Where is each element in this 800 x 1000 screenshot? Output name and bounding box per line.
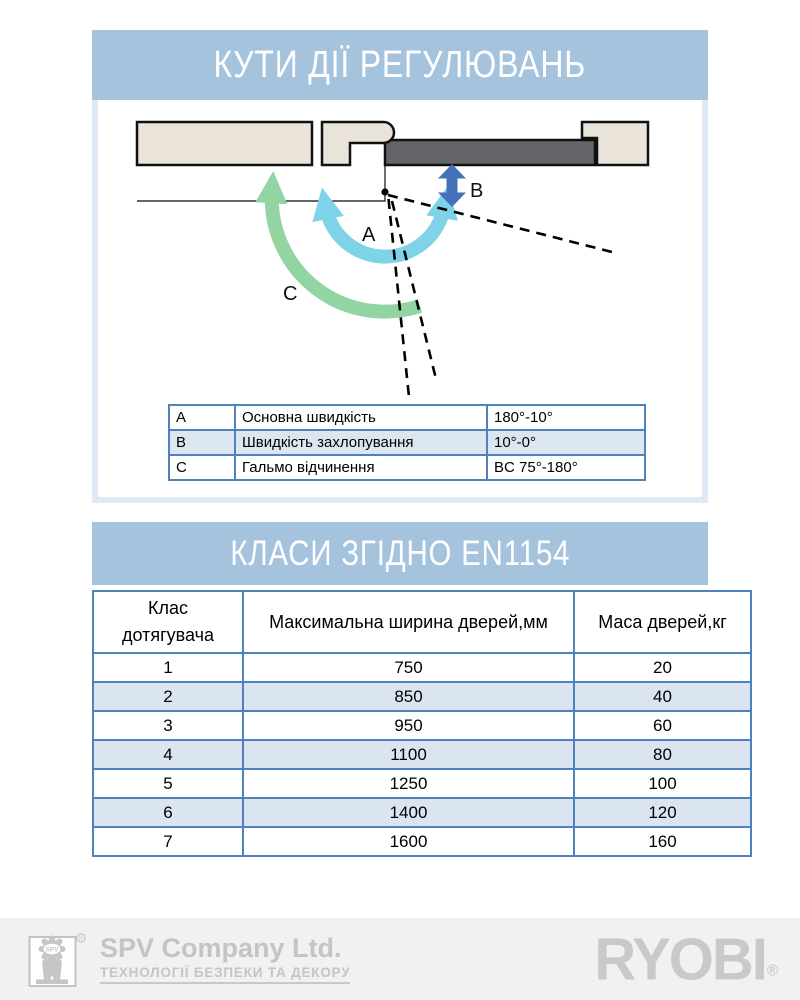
class-number: 1: [93, 653, 243, 682]
angle-name: Основна швидкість: [235, 405, 487, 430]
angles-table-row: [169, 405, 645, 430]
spv-logo: [28, 930, 350, 988]
angles-diagram-area: [92, 100, 708, 503]
door-width: 950: [243, 711, 574, 740]
door-width: 1100: [243, 740, 574, 769]
angles-table-row: [169, 455, 645, 480]
angle-value: 10°-0°: [487, 430, 645, 455]
door-mass: 80: [574, 740, 751, 769]
door-mass: 100: [574, 769, 751, 798]
ryobi-wordmark: RYOBI: [594, 926, 766, 993]
class-number: 7: [93, 827, 243, 856]
door-width: 850: [243, 682, 574, 711]
frame-left-block: [137, 122, 312, 165]
classes-header-mass: Маса дверей,кг: [574, 591, 751, 653]
ryobi-logo: [594, 925, 778, 993]
spv-company-name: SPV Company Ltd.: [100, 933, 342, 964]
footer: [0, 918, 800, 1000]
classes-table-row: [93, 769, 751, 798]
section-angles-header: [92, 30, 708, 100]
door-width: 750: [243, 653, 574, 682]
door-mass: 160: [574, 827, 751, 856]
spv-reg-mark: R: [79, 936, 83, 943]
class-number: 4: [93, 740, 243, 769]
class-number: 3: [93, 711, 243, 740]
class-number: 6: [93, 798, 243, 827]
label-a: A: [362, 224, 376, 246]
angles-table: [168, 404, 646, 481]
door-position-dashed-down1: [389, 199, 410, 397]
arc-a-main-speed: [326, 207, 444, 257]
door-leaf: [385, 140, 595, 165]
ryobi-reg-icon: ®: [766, 962, 778, 980]
wall-line: [137, 192, 385, 201]
section-classes-header: [92, 522, 708, 585]
label-b: B: [470, 180, 484, 202]
angle-value: BC 75°-180°: [487, 455, 645, 480]
section-angles-title: КУТИ ДІЇ РЕГУЛЮВАНЬ: [213, 43, 587, 86]
classes-table-row: [93, 653, 751, 682]
angle-key: A: [169, 405, 235, 430]
door-mass: 20: [574, 653, 751, 682]
classes-table-row: [93, 682, 751, 711]
spv-tagline: ТЕХНОЛОГІЇ БЕЗПЕКИ ТА ДЕКОРУ: [100, 965, 350, 984]
section-angles: [92, 30, 708, 503]
spv-emblem-icon: [28, 930, 90, 988]
classes-header-width: Максимальна ширина дверей,мм: [243, 591, 574, 653]
classes-header-class: Клас дотягувача: [93, 591, 243, 653]
angle-name: Гальмо відчинення: [235, 455, 487, 480]
angle-name: Швидкість захлопування: [235, 430, 487, 455]
door-width: 1250: [243, 769, 574, 798]
classes-table-row: [93, 740, 751, 769]
angle-value: 180°-10°: [487, 405, 645, 430]
arrow-b-latch-speed: [438, 164, 466, 207]
angles-table-row: [169, 430, 645, 455]
label-c: C: [283, 283, 298, 305]
door-width: 1600: [243, 827, 574, 856]
classes-table-row: [93, 711, 751, 740]
angle-key: C: [169, 455, 235, 480]
classes-table-header-row: [93, 591, 751, 653]
class-number: 5: [93, 769, 243, 798]
spv-text-block: [100, 934, 350, 983]
section-classes: [92, 522, 727, 857]
spv-emblem-text: SPV: [45, 946, 59, 954]
classes-table-row: [93, 827, 751, 856]
door-mass: 60: [574, 711, 751, 740]
pivot-point: [381, 188, 388, 195]
class-number: 2: [93, 682, 243, 711]
section-classes-title: КЛАСИ ЗГІДНО EN1154: [230, 533, 570, 573]
classes-table: [92, 590, 752, 857]
door-mass: 120: [574, 798, 751, 827]
door-width: 1400: [243, 798, 574, 827]
classes-table-row: [93, 798, 751, 827]
frame-middle-block: [322, 122, 394, 165]
angle-key: B: [169, 430, 235, 455]
door-mass: 40: [574, 682, 751, 711]
